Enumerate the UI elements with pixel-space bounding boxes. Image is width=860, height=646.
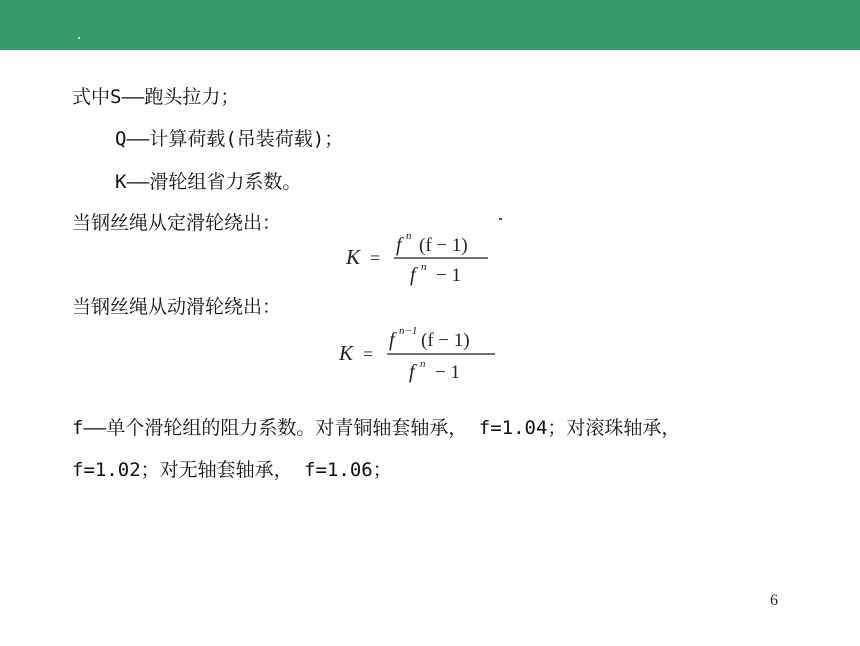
formula-moving: [335, 322, 505, 390]
formula-moving-num-rest: (f − 1): [421, 330, 470, 351]
header-bar: [0, 0, 860, 50]
formula-fixed-lhs: K: [346, 245, 361, 269]
formula-fixed-den-exp: n: [421, 261, 427, 273]
page-number: 6: [770, 592, 778, 609]
formula-moving-den-f: f: [409, 361, 415, 383]
formula-fixed-num-rest: (f − 1): [419, 235, 468, 256]
text-line-q: Q——计算荷载(吊装荷载)；: [115, 128, 344, 150]
formula-fixed-num-f: f: [396, 234, 402, 256]
formula-fixed-den-f: f: [410, 264, 416, 286]
formula-moving-num-f: f: [389, 329, 395, 351]
formula-fixed: [342, 228, 502, 294]
text-line-s: 式中S——跑头拉力；: [72, 86, 240, 108]
text-line-fixed-pulley: 当钢丝绳从定滑轮绕出：: [72, 212, 282, 234]
header-dot: [78, 37, 80, 39]
formula-moving-eq: =: [363, 344, 374, 364]
formula-fixed-eq: =: [370, 248, 381, 268]
formula-moving-den-rest: − 1: [435, 362, 460, 383]
text-line-f-values: f=1.02；对无轴套轴承， f=1.06；: [72, 459, 392, 481]
text-line-f-definition: f——单个滑轮组的阻力系数。对青铜轴套轴承， f=1.04；对滚珠轴承，: [72, 417, 681, 439]
formula-moving-num-exp: n−1: [399, 325, 418, 337]
formula-moving-den-exp: n: [420, 358, 426, 370]
text-line-moving-pulley: 当钢丝绳从动滑轮绕出：: [72, 296, 282, 318]
formula-moving-lhs: K: [339, 341, 354, 365]
text-line-k: K——滑轮组省力系数。: [115, 171, 302, 193]
formula-fixed-den-rest: − 1: [436, 265, 461, 286]
formula-fixed-num-exp: n: [406, 230, 412, 242]
stray-mark: [499, 218, 502, 220]
